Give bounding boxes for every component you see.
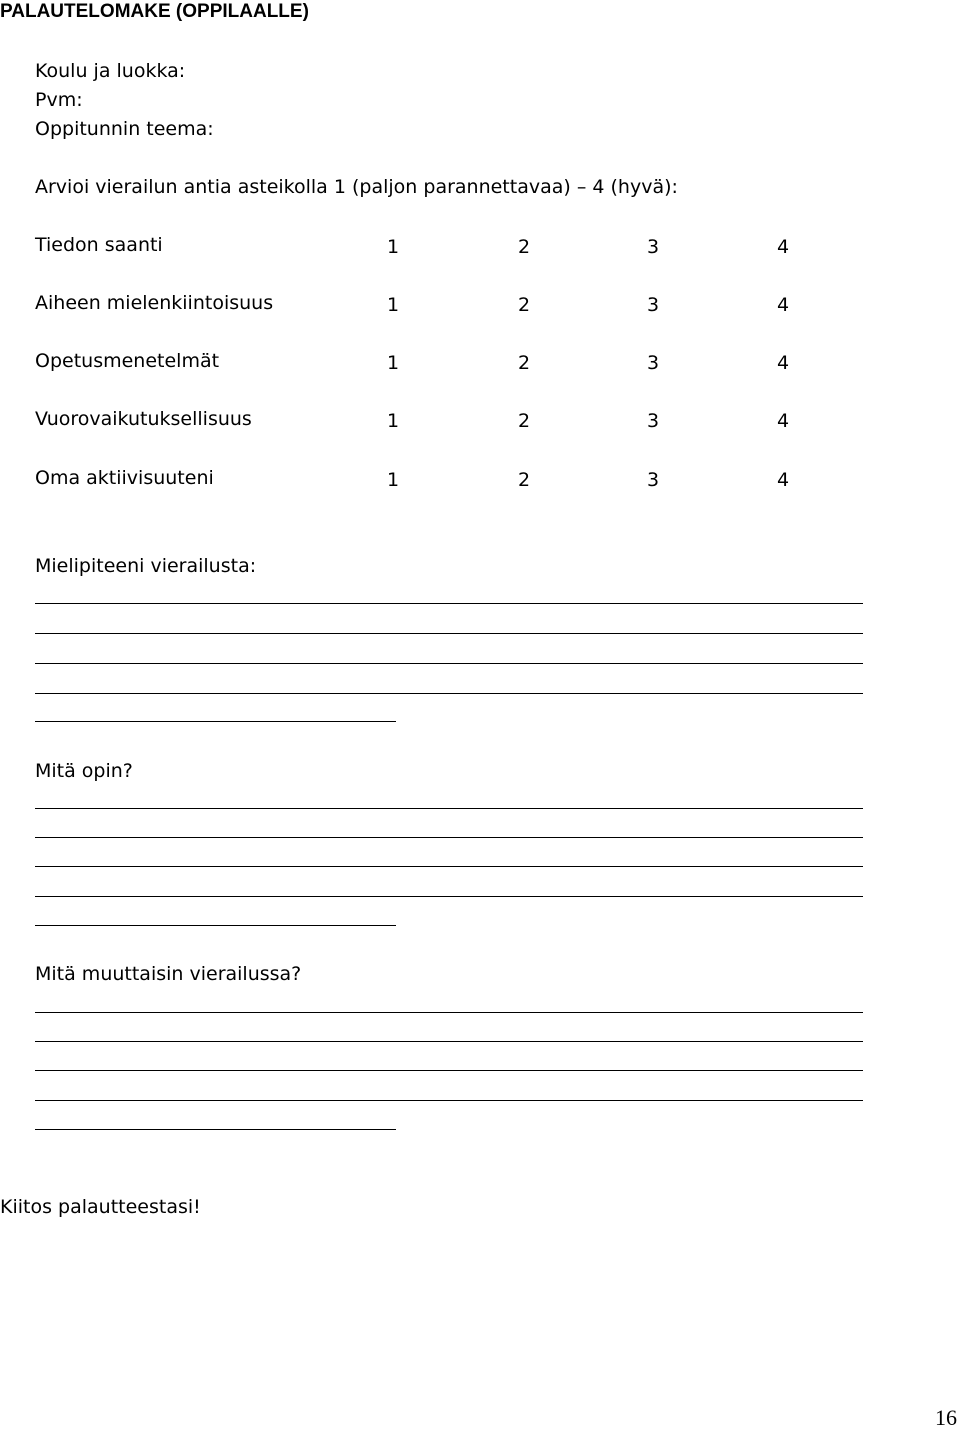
question-change: Mitä muuttaisin vierailussa? xyxy=(35,963,302,985)
rating-label: Vuorovaikutuksellisuus xyxy=(35,408,252,430)
rating-label: Oma aktiivisuuteni xyxy=(35,467,214,489)
answer-line[interactable] xyxy=(35,633,863,634)
answer-line[interactable] xyxy=(35,1129,396,1130)
answer-line[interactable] xyxy=(35,721,396,722)
rating-option-3[interactable]: 3 xyxy=(646,236,660,258)
question-opinion: Mielipiteeni vierailusta: xyxy=(35,555,257,577)
rating-option-3[interactable]: 3 xyxy=(646,469,660,491)
answer-line[interactable] xyxy=(35,866,863,867)
rating-option-1[interactable]: 1 xyxy=(386,236,400,258)
answer-line[interactable] xyxy=(35,693,863,694)
answer-line[interactable] xyxy=(35,896,863,897)
rating-option-2[interactable]: 2 xyxy=(517,410,531,432)
lesson-theme-label: Oppitunnin teema: xyxy=(35,118,214,140)
answer-line[interactable] xyxy=(35,603,863,604)
rating-option-1[interactable]: 1 xyxy=(386,410,400,432)
rating-row-tiedon-saanti xyxy=(35,233,835,261)
closing-thanks: Kiitos palautteestasi! xyxy=(0,1196,201,1218)
rating-option-4[interactable]: 4 xyxy=(776,236,790,258)
school-class-label: Koulu ja luokka: xyxy=(35,60,186,82)
rating-option-2[interactable]: 2 xyxy=(517,236,531,258)
rating-option-4[interactable]: 4 xyxy=(776,294,790,316)
rating-option-4[interactable]: 4 xyxy=(776,410,790,432)
answer-line[interactable] xyxy=(35,1100,863,1101)
question-learned: Mitä opin? xyxy=(35,760,133,782)
rating-option-3[interactable]: 3 xyxy=(646,352,660,374)
form-title: PALAUTELOMAKE (OPPILAALLE) xyxy=(0,1,309,22)
rating-label: Aiheen mielenkiintoisuus xyxy=(35,292,274,314)
rating-option-4[interactable]: 4 xyxy=(776,352,790,374)
rating-label: Opetusmenetelmät xyxy=(35,350,220,372)
rating-option-1[interactable]: 1 xyxy=(386,352,400,374)
rating-option-2[interactable]: 2 xyxy=(517,469,531,491)
rating-option-3[interactable]: 3 xyxy=(646,294,660,316)
answer-line[interactable] xyxy=(35,925,396,926)
answer-line[interactable] xyxy=(35,1012,863,1013)
rating-instruction: Arvioi vierailun antia asteikolla 1 (paljon parannettavaa) – 4 (hyvä): xyxy=(35,176,678,198)
rating-row-oma-aktiivisuuteni xyxy=(35,466,835,494)
rating-option-2[interactable]: 2 xyxy=(517,294,531,316)
answer-line[interactable] xyxy=(35,1041,863,1042)
rating-option-3[interactable]: 3 xyxy=(646,410,660,432)
rating-option-1[interactable]: 1 xyxy=(386,469,400,491)
rating-label: Tiedon saanti xyxy=(35,234,163,256)
rating-option-4[interactable]: 4 xyxy=(776,469,790,491)
rating-option-1[interactable]: 1 xyxy=(386,294,400,316)
answer-line[interactable] xyxy=(35,808,863,809)
rating-row-vuorovaikutuksellisuus xyxy=(35,407,835,435)
date-label: Pvm: xyxy=(35,89,83,111)
page-number: 16 xyxy=(935,1405,957,1430)
rating-row-aiheen-mielenkiintoisuus xyxy=(35,291,835,319)
answer-line[interactable] xyxy=(35,837,863,838)
rating-row-opetusmenetelmat xyxy=(35,349,835,377)
answer-line[interactable] xyxy=(35,663,863,664)
rating-option-2[interactable]: 2 xyxy=(517,352,531,374)
answer-line[interactable] xyxy=(35,1070,863,1071)
